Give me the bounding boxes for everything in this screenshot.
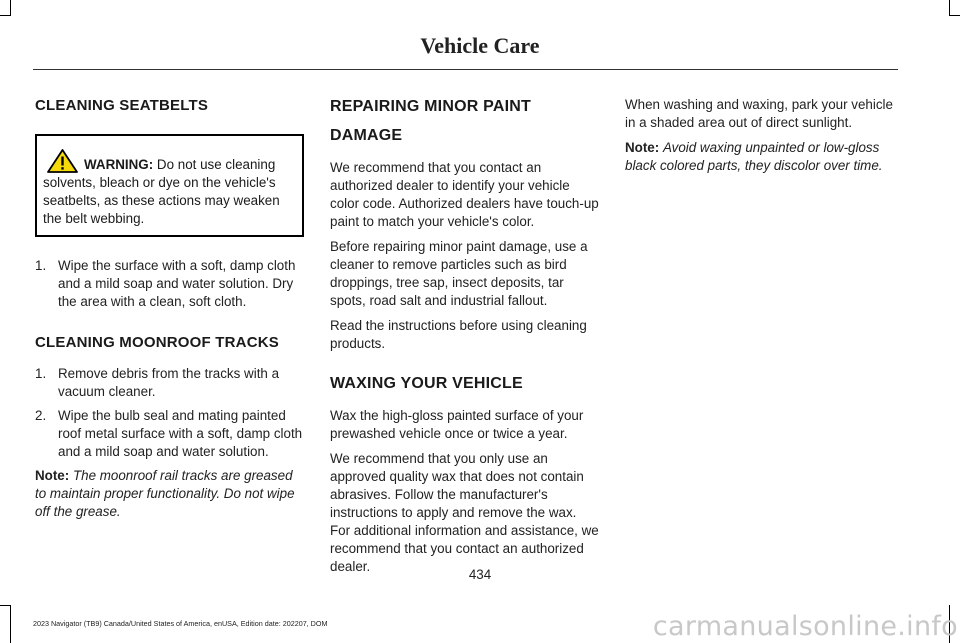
warning-text: Do not use cleaning solvents, bleach or dye on the vehicle's seatbelts, as these actions may weaken the belt webbing. (43, 157, 280, 226)
note-label: Note: (625, 140, 660, 155)
crop-mark-bottom-left-h (0, 605, 11, 606)
paragraph: We recommend that you only use an approved quality wax that does not contain abrasives. Follow the manufacturer's instructions to apply and remove the wax. For additional information and assistance, we recommend that you contact an authorized dealer. (330, 451, 599, 574)
seatbelt-steps (35, 257, 304, 311)
paragraph: When washing and waxing, park your vehicle in a shaded area out of direct sunlight. (625, 97, 893, 130)
waxing-note (625, 139, 897, 175)
crop-mark-top-right-v (949, 0, 950, 16)
step-text: Wipe the surface with a soft, damp cloth and a mild soap and water solution. Dry the area with a clean, soft cloth. (58, 258, 296, 309)
watermark: carmanualsonline.info (652, 611, 958, 642)
warning-triangle-icon (47, 149, 78, 173)
note-text: Avoid waxing unpainted or low-gloss black colored parts, they discolor over time. (625, 140, 883, 173)
moonroof-note (35, 467, 304, 521)
step-text: Wipe the bulb seal and mating painted roof metal surface with a soft, damp cloth and a mild soap and water solution. (58, 408, 303, 459)
paragraph: Before repairing minor paint damage, use a cleaner to remove particles such as bird droppings, tree sap, insect deposits, tar spots, road salt and industrial fallout. (330, 239, 588, 308)
page-title: Vehicle Care (420, 33, 540, 58)
note-label: Note: (35, 468, 70, 483)
heading-repairing-minor-paint: REPAIRING MINOR PAINT (330, 98, 531, 115)
list-item (35, 365, 304, 401)
edition-line: 2023 Navigator (TB9) Canada/United States of America, enUSA, Edition date: 202207, DOM (33, 619, 328, 628)
step-number: 1. (35, 366, 47, 381)
warning-label: WARNING: (84, 157, 154, 172)
paragraph: Read the instructions before using cleaning products. (330, 318, 587, 351)
step-text: Remove debris from the tracks with a vacuum cleaner. (58, 366, 280, 399)
paragraph: We recommend that you contact an authorized dealer to identify your vehicle color code. Authorized dealers have touch-up paint to match your vehicle's color. (330, 160, 599, 229)
list-item (35, 407, 304, 461)
column-3 (625, 92, 897, 175)
column-1 (35, 92, 304, 521)
heading-waxing-your-vehicle: WAXING YOUR VEHICLE (330, 375, 523, 392)
page-number: 434 (468, 567, 492, 582)
header-rule (33, 69, 898, 70)
moonroof-steps (35, 365, 304, 461)
crop-mark-top-left-h (0, 15, 11, 16)
list-item (35, 257, 304, 311)
heading-damage: DAMAGE (330, 127, 403, 144)
crop-mark-bottom-left-v (10, 605, 11, 643)
warning-box (35, 134, 304, 237)
paragraph: Wax the high-gloss painted surface of your prewashed vehicle once or twice a year. (330, 408, 584, 441)
heading-cleaning-moonroof-tracks: CLEANING MOONROOF TRACKS (35, 334, 279, 351)
crop-mark-top-left-v (10, 0, 11, 16)
step-number: 2. (35, 408, 47, 423)
crop-mark-top-right-h (949, 15, 960, 16)
note-text: The moonroof rail tracks are greased to maintain proper functionality. Do not wipe off the grease. (35, 468, 295, 519)
heading-cleaning-seatbelts: CLEANING SEATBELTS (35, 97, 209, 114)
column-2 (330, 92, 600, 576)
step-number: 1. (35, 258, 47, 273)
